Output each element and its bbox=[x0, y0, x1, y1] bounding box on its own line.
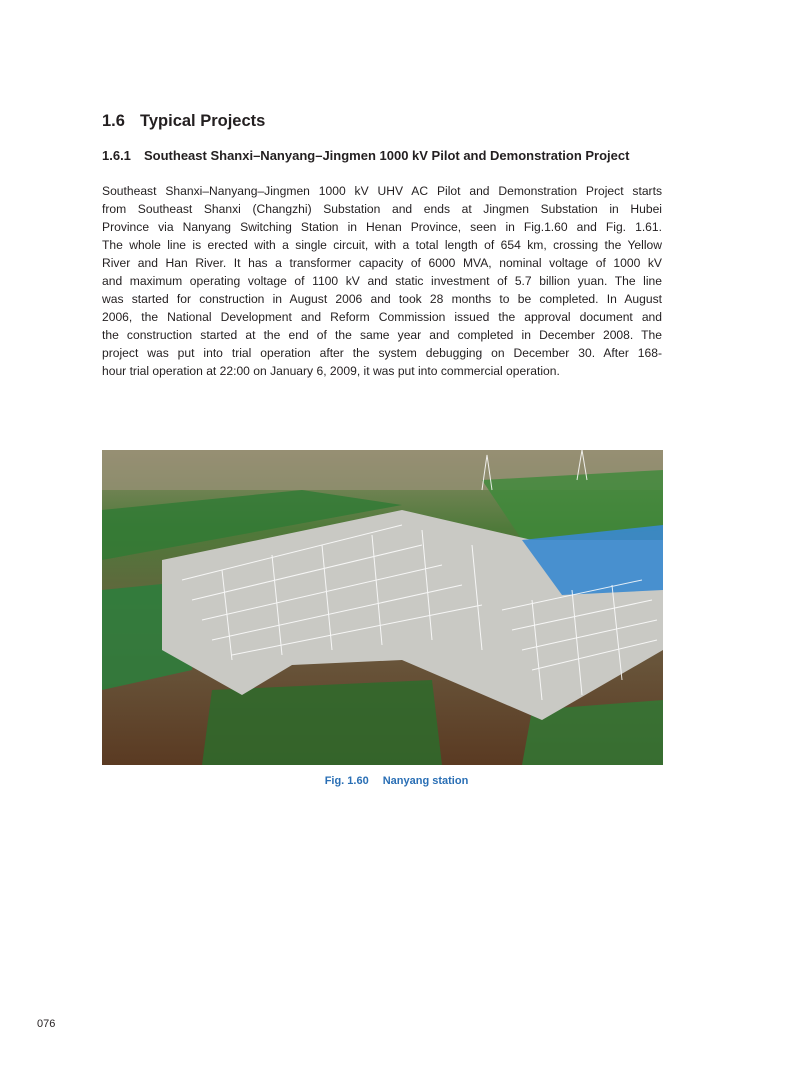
paragraph-line: River and Han River. It has a transformer capacity of 6000 MVA, nominal voltage of 1000 kV bbox=[102, 256, 662, 270]
figure-caption bbox=[0, 775, 793, 787]
paragraph-line: The whole line is erected with a single circuit, with a total length of 654 km, crossing the Yellow bbox=[102, 238, 662, 252]
paragraph-line: the construction started at the end of the same year and completed in December 2008. The bbox=[102, 328, 662, 342]
paragraph-line: project was put into trial operation after the system debugging on December 30. After 168- bbox=[102, 346, 662, 360]
figure-title: Nanyang station bbox=[382, 775, 469, 787]
paragraph-line: Province via Nanyang Switching Station in Henan Province, seen in Fig.1.60 and Fig. 1.61. bbox=[102, 220, 662, 234]
body-paragraph bbox=[102, 182, 662, 380]
section-number: 1.6 bbox=[102, 112, 125, 130]
paragraph-line: was started for construction in August 2006 and took 28 months to be completed. In August bbox=[102, 292, 662, 306]
paragraph-line: and maximum operating voltage of 1100 kV and static investment of 5.7 billion yuan. The line bbox=[102, 274, 662, 288]
nanyang-station-photo bbox=[102, 450, 663, 765]
section-heading bbox=[102, 112, 265, 131]
paragraph-line: from Southeast Shanxi (Changzhi) Substation and ends at Jingmen Substation in Hubei bbox=[102, 202, 662, 216]
figure-label: Fig. 1.60 bbox=[324, 775, 369, 787]
paragraph-line: Southeast Shanxi–Nanyang–Jingmen 1000 kV UHV AC Pilot and Demonstration Project starts bbox=[102, 184, 662, 198]
paragraph-line: hour trial operation at 22:00 on January 6, 2009, it was put into commercial operation. bbox=[102, 364, 560, 378]
paragraph-line: 2006, the National Development and Reform Commission issued the approval document and bbox=[102, 310, 662, 324]
subsection-title: Southeast Shanxi–Nanyang–Jingmen 1000 kV Pilot and Demonstration Project bbox=[144, 148, 630, 163]
subsection-number: 1.6.1 bbox=[102, 148, 131, 163]
page-number: 076 bbox=[37, 1018, 56, 1030]
section-title: Typical Projects bbox=[140, 112, 266, 130]
subsection-heading bbox=[102, 148, 629, 163]
